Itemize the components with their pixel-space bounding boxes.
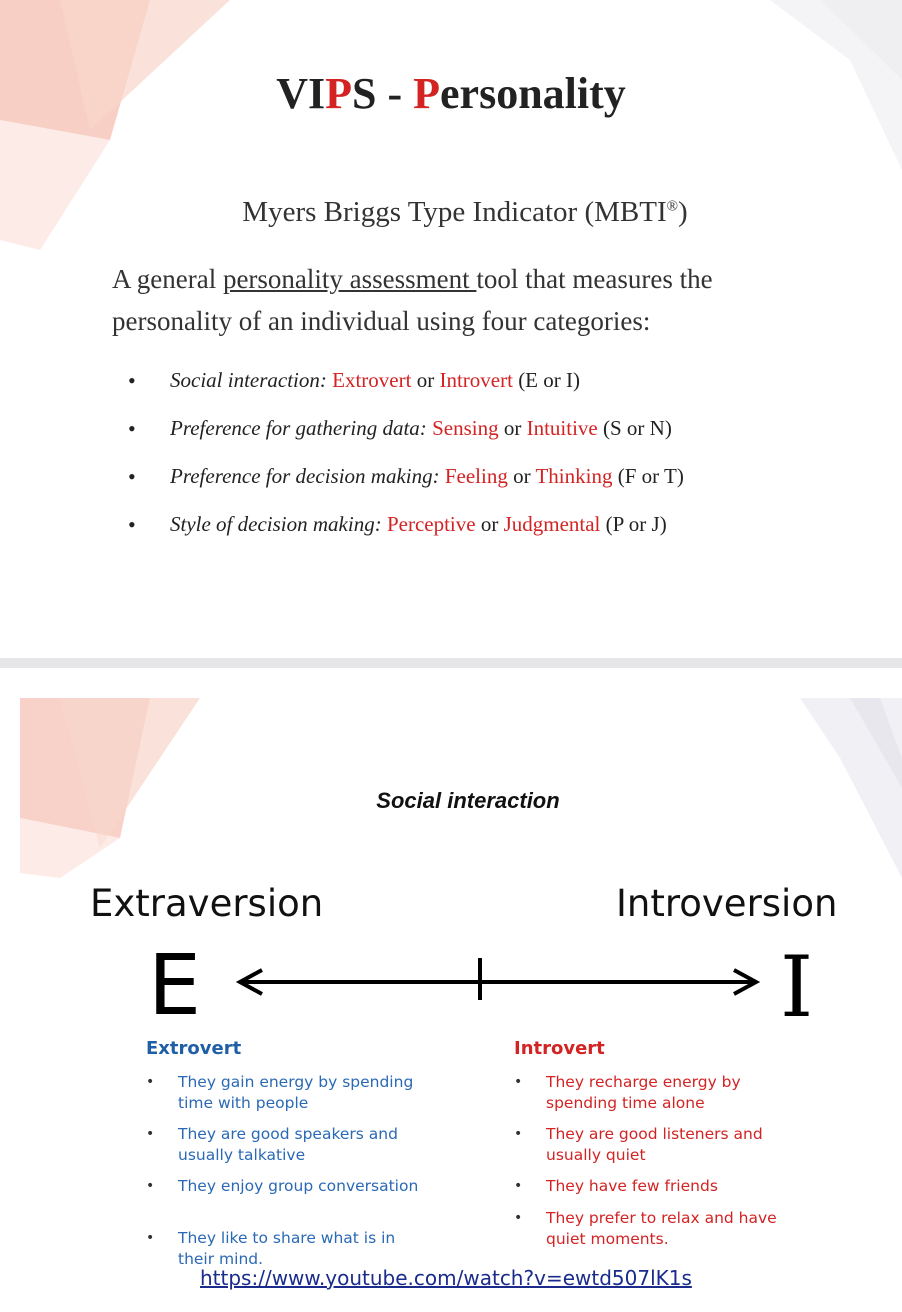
category-list [128,368,684,560]
intro-paragraph: A general personality assessment tool that measures the personality of an individual using four categories: [112,264,713,336]
page-title: VIPS - Personality [276,69,626,118]
letter-i: I [780,938,814,1036]
list-item: • They are good listeners and usually quiet [514,1124,806,1166]
slide-social-interaction [0,668,902,1312]
mbti-subtitle: Myers Briggs Type Indicator (MBTI®) [242,196,688,228]
list-item: • Preference for decision making: Feeling or Thinking (F or T) [128,464,684,512]
list-item: • They like to share what is in their mind. [146,1228,428,1270]
e-i-scale-arrow [228,950,768,1010]
social-interaction-heading: Social interaction [376,788,560,813]
list-item: • They gain energy by spending time with people [146,1072,428,1114]
list-item: • They recharge energy by spending time alone [514,1072,806,1114]
list-item: • Style of decision making: Perceptive or Judgmental (P or J) [128,512,684,560]
list-item: • They prefer to relax and have quiet moments. [514,1208,806,1250]
extrovert-heading: Extrovert [146,1038,242,1059]
list-item: • They are good speakers and usually talkative [146,1124,428,1166]
extraversion-label: Extraversion [90,882,324,925]
slide-divider [0,658,902,668]
list-item: • Social interaction: Extrovert or Introvert (E or I) [128,368,684,416]
personality-assessment-underline: personality assessment [222,264,477,294]
youtube-link[interactable]: https://www.youtube.com/watch?v=ewtd507lK1s [200,1266,692,1290]
list-item: • They enjoy group conversation [146,1176,428,1197]
list-item: • They have few friends [514,1176,806,1197]
introversion-label: Introversion [616,882,838,925]
list-item: • Preference for gathering data: Sensing or Intuitive (S or N) [128,416,684,464]
letter-e: E [148,936,202,1034]
introvert-heading: Introvert [514,1038,605,1059]
